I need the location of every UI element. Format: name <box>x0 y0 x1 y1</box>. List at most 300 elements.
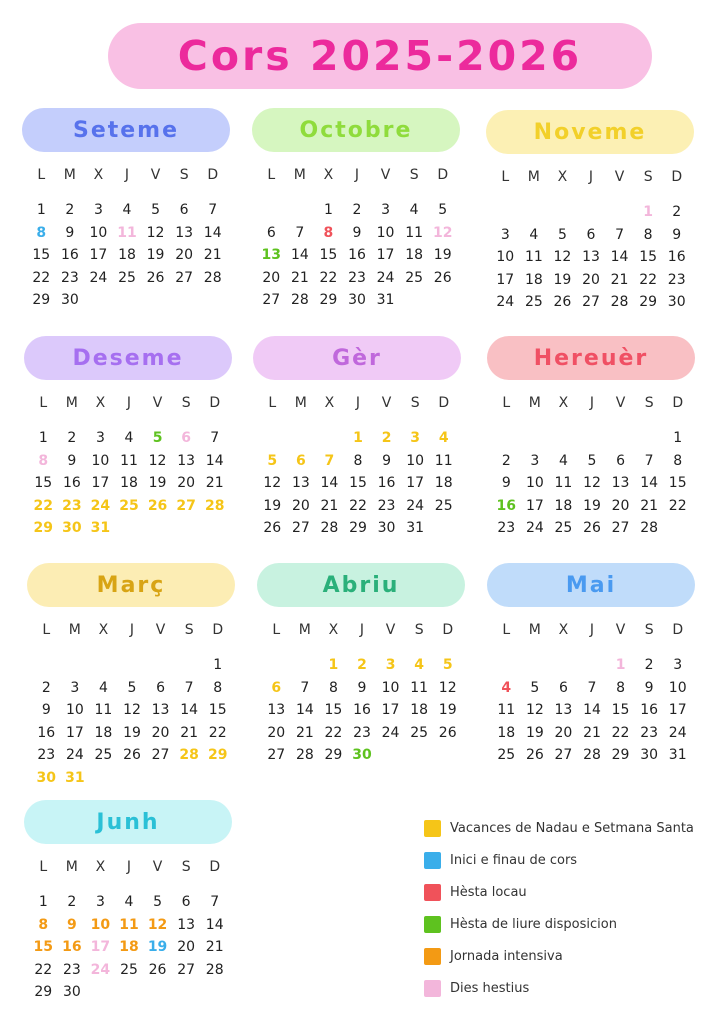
day-cell: 10 <box>496 249 515 265</box>
day-cell: 8 <box>643 226 653 243</box>
weekday-label: M <box>63 167 76 183</box>
day-cell: 25 <box>94 747 113 763</box>
day-cell: 19 <box>146 247 165 263</box>
weekday-label: M <box>294 395 307 411</box>
day-cell: 24 <box>496 294 515 310</box>
month-octobre <box>252 108 462 328</box>
day-cell: 6 <box>271 679 282 696</box>
day-cell: 7 <box>208 202 218 218</box>
legend-label: Vacances de Nadau e Setmana Santa <box>450 820 694 836</box>
day-cell: 21 <box>205 939 224 955</box>
day-cell: 18 <box>405 247 424 263</box>
day-cell: 1 <box>323 202 333 218</box>
weekday-label: L <box>37 167 46 183</box>
month-name: Abriu <box>322 572 400 598</box>
weekday-label: J <box>126 859 132 875</box>
day-cell: 27 <box>151 747 170 763</box>
day-cell: 6 <box>156 679 166 696</box>
month-header <box>257 563 465 607</box>
day-cell: 25 <box>524 294 543 310</box>
day-cell: 20 <box>151 724 170 741</box>
day-cell: 21 <box>203 247 222 263</box>
day-cell: 7 <box>210 430 220 446</box>
day-cell: 20 <box>291 497 310 514</box>
month-name: Març <box>96 572 166 598</box>
day-cell: 11 <box>410 679 429 696</box>
month-header <box>252 108 460 152</box>
day-cell: 12 <box>438 679 457 696</box>
day-cell: 30 <box>640 747 659 763</box>
day-cell: 27 <box>291 520 310 536</box>
day-cell: 5 <box>153 894 163 910</box>
day-cell: 7 <box>210 894 220 910</box>
weekday-label: X <box>558 622 569 638</box>
day-cell: 21 <box>583 724 601 741</box>
empty-cell <box>118 654 147 677</box>
day-cell: 28 <box>320 520 339 536</box>
weekday-header <box>29 395 229 411</box>
day-cell: 9 <box>41 702 51 718</box>
day-cell: 14 <box>203 224 222 241</box>
day-cell: 18 <box>120 475 138 491</box>
day-cell: 25 <box>405 269 424 286</box>
day-cell: 4 <box>438 430 449 446</box>
day-cell: 28 <box>290 292 309 308</box>
weekday-label: V <box>381 395 392 411</box>
day-cell: 5 <box>530 679 540 696</box>
day-cell: 29 <box>32 292 51 308</box>
day-cell: 31 <box>406 520 425 536</box>
day-cell: 13 <box>177 916 196 933</box>
day-cell: 29 <box>639 294 658 310</box>
day-cell: 9 <box>357 679 367 696</box>
weekday-label: L <box>39 395 48 411</box>
day-cell: 28 <box>205 961 224 978</box>
legend <box>424 812 714 1004</box>
day-cell: 12 <box>148 452 167 469</box>
day-cell: 14 <box>295 702 314 718</box>
empty-cell <box>492 654 521 677</box>
weekday-header <box>29 859 229 875</box>
day-cell: 28 <box>204 497 225 514</box>
day-cell: 24 <box>406 497 425 514</box>
weekday-label: S <box>410 395 420 411</box>
day-cell: 9 <box>65 224 75 241</box>
day-cell: 29 <box>324 747 343 763</box>
weekday-label: D <box>207 167 219 183</box>
day-cell: 19 <box>433 247 452 263</box>
day-cell: 25 <box>120 961 138 978</box>
day-cell: 4 <box>558 452 568 469</box>
day-cell: 14 <box>205 916 224 933</box>
day-cell: 6 <box>616 452 626 469</box>
day-cell: 24 <box>381 724 400 741</box>
day-cell: 22 <box>611 724 630 741</box>
legend-label: Hèsta locau <box>450 884 527 900</box>
day-cell: 16 <box>348 247 366 263</box>
weekday-label: V <box>155 622 166 638</box>
weekday-label: S <box>181 859 191 875</box>
legend-item <box>424 876 714 908</box>
empty-cell <box>577 201 606 224</box>
day-cell: 29 <box>34 984 53 1000</box>
weekday-label: V <box>614 169 625 185</box>
day-cell: 5 <box>438 202 448 218</box>
day-cell: 16 <box>640 702 659 718</box>
month-name: Gèr <box>332 345 382 371</box>
day-cell: 19 <box>147 939 168 955</box>
day-cell: 10 <box>381 679 400 696</box>
day-cell: 30 <box>62 520 82 536</box>
day-cell: 16 <box>353 702 371 718</box>
weekday-label: M <box>68 622 81 638</box>
day-cell: 12 <box>123 702 141 718</box>
day-cell: 23 <box>377 497 396 514</box>
day-cell: 22 <box>34 961 53 978</box>
day-cell: 22 <box>33 497 54 514</box>
empty-cell <box>549 427 578 450</box>
day-cell: 2 <box>65 202 75 218</box>
weekday-label: X <box>323 167 334 183</box>
day-cell: 10 <box>376 224 395 241</box>
day-cell: 11 <box>554 475 573 491</box>
weekday-label: S <box>184 622 194 638</box>
day-cell: 5 <box>267 452 278 469</box>
legend-label: Jornada intensiva <box>450 948 563 964</box>
day-cell: 23 <box>348 269 366 286</box>
day-cell: 13 <box>267 702 286 718</box>
day-cell: 9 <box>672 226 682 243</box>
day-cell: 4 <box>122 202 132 218</box>
day-cell: 8 <box>328 679 338 696</box>
day-cell: 22 <box>319 269 338 286</box>
day-cell: 24 <box>65 747 84 763</box>
legend-label: Dies hestius <box>450 980 530 996</box>
day-cell: 27 <box>262 292 281 308</box>
day-cell: 15 <box>324 702 343 718</box>
day-cell: 17 <box>376 247 395 263</box>
day-cell: 18 <box>554 497 573 514</box>
day-cell: 8 <box>38 452 49 469</box>
day-cell: 25 <box>497 747 516 763</box>
day-cell: 9 <box>352 224 362 241</box>
legend-item <box>424 812 714 844</box>
empty-cell <box>578 427 607 450</box>
day-cell: 25 <box>118 269 136 286</box>
day-cell: 31 <box>376 292 395 308</box>
day-cell: 16 <box>62 939 82 955</box>
day-cell: 9 <box>67 452 77 469</box>
day-cell: 4 <box>124 430 134 446</box>
day-grid <box>257 199 457 312</box>
day-cell: 18 <box>118 247 136 263</box>
day-cell: 11 <box>94 702 113 718</box>
day-cell: 19 <box>525 724 544 741</box>
month-header <box>27 563 235 607</box>
day-cell: 30 <box>377 520 396 536</box>
legend-item <box>424 972 714 1004</box>
day-cell: 3 <box>95 894 105 910</box>
day-cell: 12 <box>525 702 544 718</box>
month-header <box>24 800 232 844</box>
day-cell: 16 <box>667 249 686 265</box>
day-cell: 20 <box>582 271 600 288</box>
day-cell: 17 <box>496 271 515 288</box>
day-cell: 2 <box>67 430 77 446</box>
day-cell: 22 <box>668 497 687 514</box>
weekday-label: L <box>272 622 281 638</box>
month-header <box>22 108 230 152</box>
day-cell: 17 <box>90 939 111 955</box>
empty-cell <box>61 654 90 677</box>
day-cell: 21 <box>295 724 314 741</box>
weekday-label: M <box>293 167 306 183</box>
day-cell: 20 <box>611 497 630 514</box>
day-cell: 4 <box>98 679 108 696</box>
weekday-label: L <box>42 622 51 638</box>
day-cell: 2 <box>352 202 362 218</box>
day-cell: 8 <box>36 224 47 241</box>
day-cell: 29 <box>349 520 367 536</box>
day-cell: 13 <box>554 702 573 718</box>
weekday-label: L <box>267 167 276 183</box>
day-cell: 19 <box>553 271 572 288</box>
day-cell: 5 <box>442 657 453 673</box>
day-cell: 16 <box>496 497 517 514</box>
day-cell: 11 <box>434 452 453 469</box>
month-name: Mai <box>565 572 617 598</box>
month-mai <box>487 563 697 783</box>
empty-cell <box>262 654 291 677</box>
day-cell: 17 <box>381 702 400 718</box>
day-cell: 26 <box>553 294 572 310</box>
weekday-label: D <box>442 622 454 638</box>
month-name: Deseme <box>72 345 184 371</box>
empty-cell <box>287 427 316 450</box>
day-cell: 18 <box>524 271 543 288</box>
day-cell: 11 <box>405 224 424 241</box>
day-cell: 15 <box>32 247 51 263</box>
weekday-label: L <box>268 395 277 411</box>
day-cell: 28 <box>179 747 199 763</box>
month-junh <box>24 800 234 1020</box>
day-cell: 13 <box>291 475 310 491</box>
day-cell: 17 <box>89 247 108 263</box>
weekday-label: X <box>93 167 104 183</box>
day-cell: 22 <box>32 269 51 286</box>
day-grid <box>262 654 462 767</box>
day-cell: 3 <box>381 202 391 218</box>
day-cell: 5 <box>152 430 163 446</box>
weekday-header <box>258 395 458 411</box>
day-cell: 29 <box>319 292 338 308</box>
day-cell: 23 <box>37 747 56 763</box>
weekday-label: D <box>671 169 683 185</box>
weekday-header <box>262 622 462 638</box>
legend-swatch <box>424 916 441 933</box>
day-cell: 28 <box>295 747 314 763</box>
legend-swatch <box>424 852 441 869</box>
day-cell: 19 <box>123 724 141 741</box>
day-cell: 9 <box>382 452 392 469</box>
weekday-label: V <box>152 859 163 875</box>
day-cell: 1 <box>615 657 626 673</box>
weekday-label: X <box>557 169 568 185</box>
day-cell: 4 <box>409 202 419 218</box>
day-cell: 23 <box>60 269 79 286</box>
day-cell: 20 <box>262 269 281 286</box>
day-cell: 4 <box>414 657 424 673</box>
day-cell: 21 <box>205 475 224 491</box>
day-cell: 18 <box>410 702 429 718</box>
weekday-label: D <box>209 859 221 875</box>
day-cell: 30 <box>352 747 372 763</box>
day-cell: 27 <box>267 747 286 763</box>
weekday-label: M <box>527 169 540 185</box>
day-cell: 9 <box>66 916 77 933</box>
weekday-label: S <box>644 395 654 411</box>
weekday-label: S <box>643 169 653 185</box>
day-cell: 19 <box>583 497 601 514</box>
day-cell: 5 <box>557 226 567 243</box>
day-cell: 8 <box>38 916 49 933</box>
empty-cell <box>605 201 634 224</box>
day-cell: 3 <box>385 657 396 673</box>
empty-cell <box>258 427 287 450</box>
day-cell: 31 <box>65 769 85 786</box>
day-cell: 3 <box>70 679 80 696</box>
day-cell: 10 <box>668 679 687 696</box>
day-cell: 20 <box>554 724 573 741</box>
legend-item <box>424 844 714 876</box>
day-grid <box>492 427 692 540</box>
day-cell: 27 <box>554 747 573 763</box>
day-cell: 26 <box>146 269 165 286</box>
weekday-label: S <box>179 167 189 183</box>
weekday-label: S <box>181 395 191 411</box>
empty-cell <box>548 201 577 224</box>
empty-cell <box>291 654 320 677</box>
day-cell: 9 <box>501 475 511 491</box>
page-title: Cors 2025-2026 <box>177 32 583 80</box>
weekday-label: D <box>212 622 224 638</box>
day-cell: 24 <box>90 497 111 514</box>
weekday-header <box>257 167 457 183</box>
empty-cell <box>491 201 520 224</box>
day-cell: 24 <box>89 269 108 286</box>
month-name: Seteme <box>72 117 180 143</box>
empty-cell <box>492 427 521 450</box>
day-cell: 10 <box>406 452 425 469</box>
weekday-label: X <box>328 622 339 638</box>
day-cell: 16 <box>60 247 79 263</box>
day-cell: 27 <box>582 294 600 310</box>
day-cell: 26 <box>525 747 544 763</box>
day-cell: 6 <box>179 202 189 218</box>
weekday-label: X <box>324 395 335 411</box>
empty-cell <box>635 427 664 450</box>
day-cell: 2 <box>501 452 511 469</box>
month-seteme <box>22 108 232 328</box>
weekday-label: J <box>129 622 135 638</box>
day-cell: 21 <box>320 497 339 514</box>
title-banner <box>108 23 652 89</box>
day-cell: 16 <box>37 724 56 741</box>
weekday-label: J <box>354 167 360 183</box>
weekday-header <box>492 395 692 411</box>
day-cell: 19 <box>438 702 457 718</box>
day-cell: 20 <box>175 247 194 263</box>
day-cell: 31 <box>90 520 111 536</box>
month-name: Octobre <box>299 117 413 143</box>
day-cell: 27 <box>611 520 630 536</box>
day-cell: 11 <box>524 249 543 265</box>
day-cell: 6 <box>586 226 596 243</box>
month-ger <box>253 336 463 556</box>
day-cell: 18 <box>94 724 113 741</box>
day-cell: 14 <box>205 452 224 469</box>
day-cell: 1 <box>673 430 683 446</box>
day-cell: 19 <box>148 475 167 491</box>
day-cell: 15 <box>639 249 658 265</box>
day-cell: 19 <box>263 497 282 514</box>
month-name: Hereuèr <box>533 345 649 371</box>
legend-swatch <box>424 980 441 997</box>
day-cell: 17 <box>65 724 84 741</box>
empty-cell <box>578 654 607 677</box>
day-grid <box>29 891 229 1004</box>
day-cell: 23 <box>62 961 81 978</box>
day-cell: 6 <box>295 452 306 469</box>
day-cell: 26 <box>123 747 141 763</box>
day-cell: 12 <box>553 249 572 265</box>
day-cell: 4 <box>529 226 539 243</box>
day-cell: 22 <box>324 724 343 741</box>
day-cell: 26 <box>148 961 167 978</box>
day-cell: 7 <box>295 224 305 241</box>
day-cell: 5 <box>127 679 137 696</box>
day-cell: 29 <box>207 747 228 763</box>
weekday-label: M <box>528 395 541 411</box>
weekday-label: V <box>150 167 161 183</box>
day-cell: 13 <box>177 452 196 469</box>
month-header <box>487 336 695 380</box>
day-grid <box>27 199 227 312</box>
weekday-label: X <box>95 395 106 411</box>
day-cell: 23 <box>667 271 686 288</box>
day-cell: 8 <box>673 452 683 469</box>
legend-item <box>424 940 714 972</box>
day-cell: 6 <box>181 894 191 910</box>
day-cell: 10 <box>525 475 544 491</box>
weekday-label: M <box>65 395 78 411</box>
day-cell: 13 <box>261 247 282 263</box>
empty-cell <box>520 201 549 224</box>
weekday-label: X <box>98 622 109 638</box>
day-cell: 26 <box>263 520 282 536</box>
day-cell: 2 <box>672 204 682 220</box>
day-cell: 3 <box>95 430 105 446</box>
empty-cell <box>549 654 578 677</box>
day-cell: 24 <box>90 961 111 978</box>
weekday-label: L <box>39 859 48 875</box>
day-cell: 1 <box>38 894 48 910</box>
day-cell: 15 <box>208 702 227 718</box>
day-cell: 15 <box>349 475 367 491</box>
day-cell: 6 <box>266 224 276 241</box>
day-cell: 21 <box>640 497 659 514</box>
day-cell: 26 <box>583 520 601 536</box>
